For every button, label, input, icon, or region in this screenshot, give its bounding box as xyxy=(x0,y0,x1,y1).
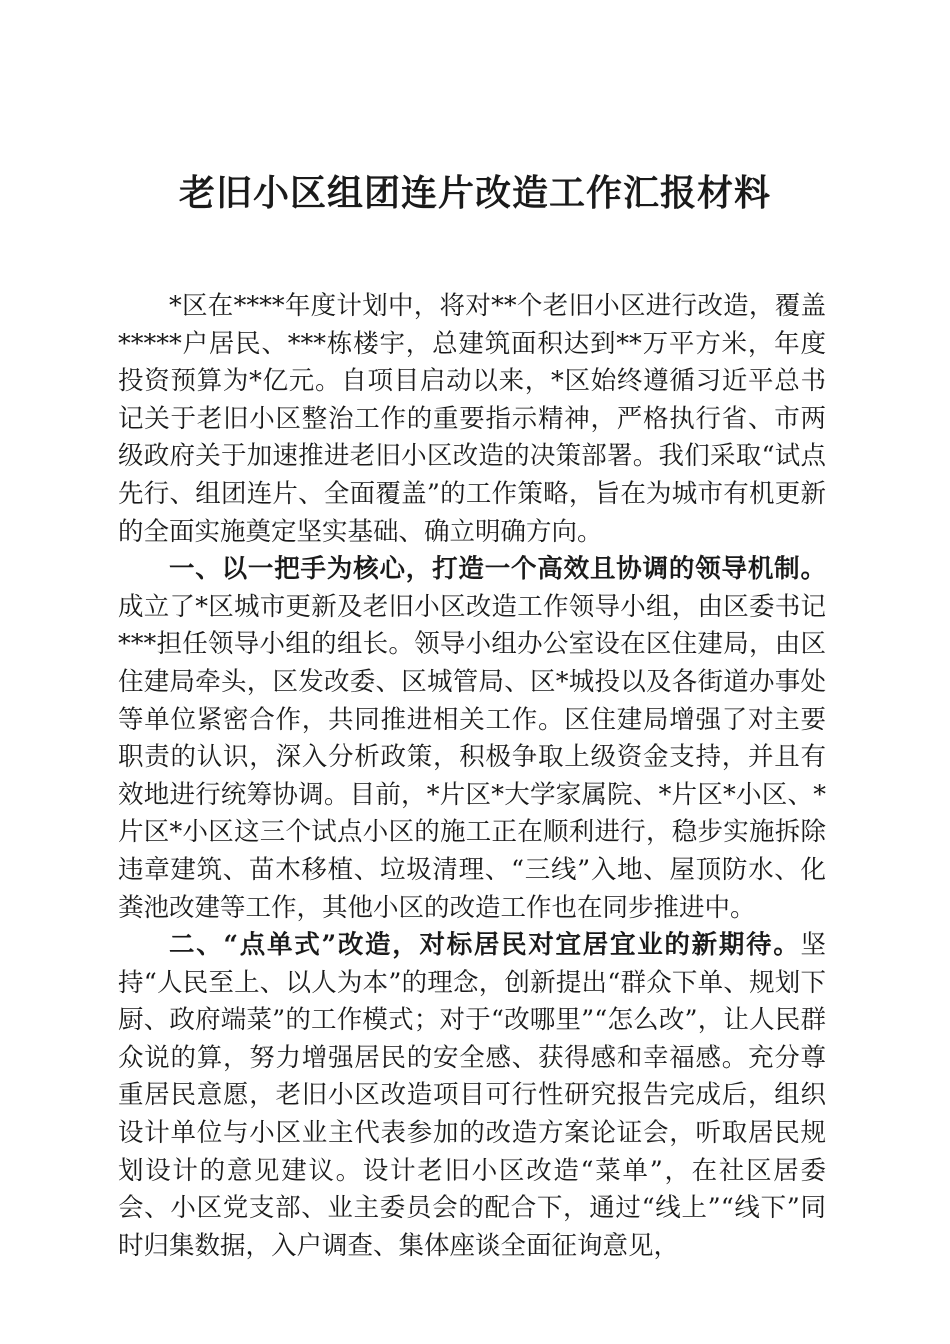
document-body xyxy=(118,288,826,1265)
section-text: 成立了*区城市更新及老旧小区改造工作领导小组，由区委书记***担任领导小组的组长。领导小组办公室设在区住建局，由区住建局牵头，区发改委、区城管局、区*城投以及各街道办事处等单位紧密合作，共同推进相关工作。区住建局增强了对主要职责的认识，深入分析政策，积极争取上级资金支持，并且有效地进行统筹协调。目前，*片区*大学家属院、*片区*小区、*片区*小区这三个试点小区的施工正在顺利进行，稳步实施拆除违章建筑、苗木移植、垃圾清理、“三线”入地、屋顶防水、化粪池改建等工作，其他小区的改造工作也在同步推进中。 xyxy=(118,591,826,923)
section-text: 坚持“人民至上、以人为本”的理念，创新提出“群众下单、规划下厨、政府端菜”的工作模式；对于“改哪里”“怎么改”，让人民群众说的算，努力增强居民的安全感、获得感和幸福感。充分尊重居民意愿，老旧小区改造项目可行性研究报告完成后，组织设计单位与小区业主代表参加的改造方案论证会，听取居民规划设计的意见建议。设计老旧小区改造“菜单”，在社区居委会、小区党支部、业主委员会的配合下，通过“线上”“线下”同时归集数据，入户调查、集体座谈全面征询意见， xyxy=(118,930,826,1261)
section-paragraph xyxy=(118,927,826,1265)
section-heading: 二、“点单式”改造，对标居民对宜居宜业的新期待。 xyxy=(169,930,801,961)
document-title: 老旧小区组团连片改造工作汇报材料 xyxy=(178,172,771,214)
section-heading: 一、以一把手为核心，打造一个高效且协调的领导机制。 xyxy=(169,554,826,585)
section-paragraph xyxy=(118,551,826,927)
intro-paragraph: *区在****年度计划中，将对**个老旧小区进行改造，覆盖*****户居民、***栋楼宇，总建筑面积达到**万平方米，年度投资预算为*亿元。自项目启动以来，*区始终遵循习近平总书记关于老旧小区整治工作的重要指示精神，严格执行省、市两级政府关于加速推进老旧小区改造的决策部署。我们采取“试点先行、组团连片、全面覆盖”的工作策略，旨在为城市有机更新的全面实施奠定坚实基础、确立明确方向。 xyxy=(118,291,826,547)
